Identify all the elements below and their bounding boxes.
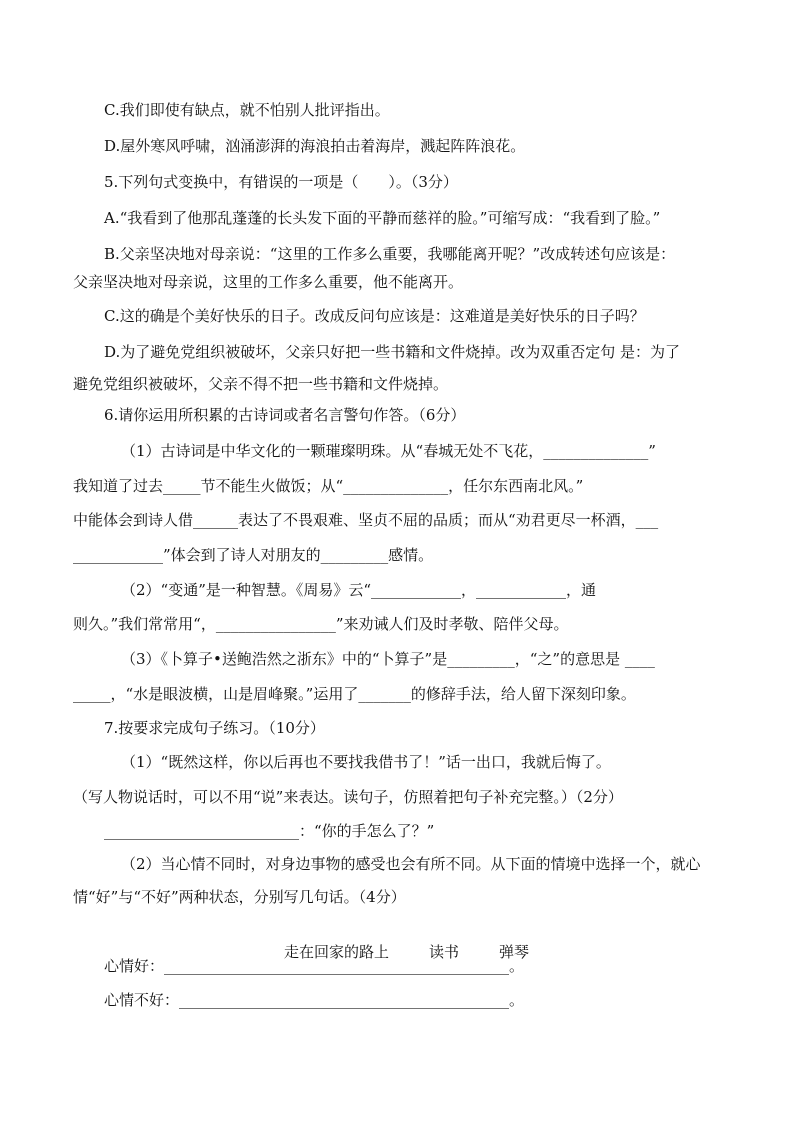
q4-option-d: D.屋外寒风呼啸，汹涌澎湃的海浪拍击着海岸，溅起阵阵浪花。: [104, 137, 526, 155]
q5-option-d-line1: D.为了避免党组织被破坏，父亲只好把一些书籍和文件烧掉。改为双重否定句 是：为了: [104, 343, 681, 361]
q7-part1-line2: （写人物说话时，可以不用“说”来表达。读句子，仿照着把句子补充完整。）（2分）: [73, 788, 623, 806]
mood-good-line: 心情好：______________________________________________。: [104, 957, 525, 975]
q5-option-a: A.“我看到了他那乱蓬蓬的长头发下面的平静而慈祥的脸。”可缩写成：“我看到了脸。”: [104, 209, 661, 227]
q7-title: 7.按要求完成句子练习。（10分）: [104, 719, 325, 737]
q6-part1-line3: 中能体会到诗人借______表达了不畏艰难、坚贞不屈的品质；而从“劝君更尽一杯酒，___: [73, 511, 659, 529]
q7-part2-line2: 情“好”与“不好”两种状态，分别写几句话。（4分）: [73, 888, 406, 906]
q5-option-c: C.这的确是个美好快乐的日子。改成反问句应该是：这难道是美好快乐的日子吗？: [104, 307, 645, 325]
q6-part1-line4: ____________”体会到了诗人对朋友的_________感情。: [73, 546, 434, 564]
q5-option-d-line2: 避免党组织被破坏，父亲不得不把一些书籍和文件烧掉。: [73, 375, 449, 393]
q4-option-c: C.我们即使有缺点，就不怕别人批评指出。: [104, 101, 390, 119]
q7-part1-answer: __________________________：“你的手怎么了？”: [104, 822, 435, 840]
q6-part2-line1: （2）“变通”是一种智慧。《周易》云“____________，____________，通: [121, 581, 597, 599]
q6-part1-line2: 我知道了过去_____节不能生火做饭；从“______________，任尔东西南北风。”: [73, 477, 584, 495]
scenario-option: 读书: [429, 943, 460, 961]
q6-part2-line2: 则久。”我们常常用“，________________”来劝诫人们及时孝敬、陪伴父母。: [73, 615, 569, 633]
scenario-option: 走在回家的路上: [284, 943, 390, 961]
mood-bad-line: 心情不好：____________________________________________。: [104, 991, 525, 1009]
q5-title: 5.下列句式变换中，有错误的一项是（ ）。（3分）: [104, 173, 458, 191]
q6-part3-line2: _____，“水是眼波横，山是眉峰聚。”运用了_______的修辞手法，给人留下深刻印象。: [73, 685, 636, 703]
q7-part2-line1: （2）当心情不同时，对身边事物的感受也会有所不同。从下面的情境中选择一个，就心: [121, 855, 701, 873]
q7-part1-line1: （1）“既然这样，你以后再也不要找我借书了！”话一出口，我就后悔了。: [121, 753, 611, 771]
q5-option-b-line1: B.父亲坚决地对母亲说：“这里的工作多么重要，我哪能离开呢？”改成转述句应该是：: [104, 245, 676, 263]
q5-option-b-line2: 父亲坚决地对母亲说，这里的工作多么重要，他不能离开。: [73, 273, 464, 291]
scenario-option: 弹琴: [499, 943, 530, 961]
q6-part3-line1: （3）《卜算子•送鲍浩然之浙东》中的“卜算子”是_________，“之”的意思是 ____: [121, 650, 655, 668]
q6-title: 6.请你运用所积累的古诗词或者名言警句作答。（6分）: [104, 406, 466, 424]
q6-part1-line1: （1）古诗词是中华文化的一颗璀璨明珠。从“春城无处不飞花，______________”: [121, 442, 656, 460]
